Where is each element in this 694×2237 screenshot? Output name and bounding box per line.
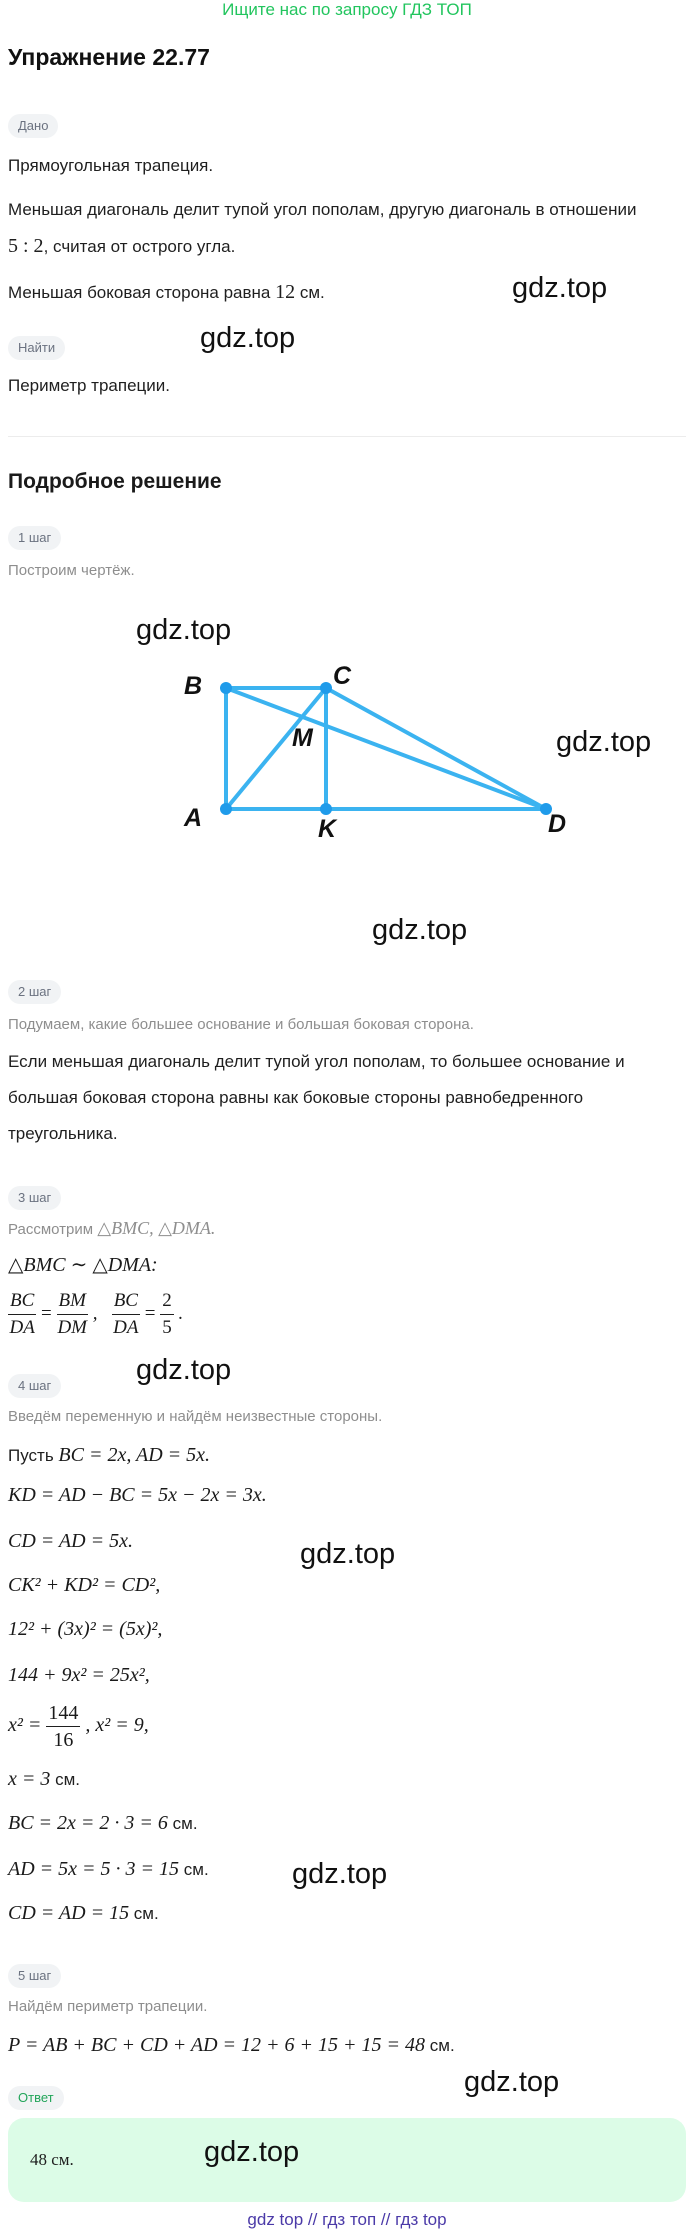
given-badge: Дано (8, 114, 58, 138)
unit-cm: см. (50, 1770, 81, 1789)
solution-title: Подробное решение (8, 470, 222, 493)
label-m: M (292, 724, 313, 752)
step4-line-10 (8, 1852, 209, 1888)
watermark: gdz.top (556, 726, 652, 758)
unit-cm: см. (425, 2036, 455, 2055)
unit-cm: см. (167, 1814, 198, 1833)
step1-badge: 1 шаг (8, 526, 61, 550)
given-line-2: Меньшая диагональ делит тупой угол пополам, другую диагональ в отношении (8, 200, 637, 219)
find-badge: Найти (8, 336, 65, 360)
frac-4-num: 2 (160, 1288, 174, 1315)
trapezoid-diagram (150, 650, 590, 850)
given-line-3-tail: , считая от острого угла. (43, 237, 236, 256)
step3-hint-text: Рассмотрим (8, 1221, 94, 1238)
step4-badge: 4 шаг (8, 1374, 61, 1398)
step5-hint: Найдём периметр трапеции. (8, 1998, 208, 2015)
step1-hint: Построим чертёж. (8, 562, 135, 579)
point-b (220, 682, 232, 694)
label-a: A (184, 804, 203, 832)
watermark: gdz.top (292, 1858, 388, 1890)
unit-cm: см. (179, 1860, 209, 1879)
step2-line-3: треугольника. (8, 1124, 118, 1143)
step4-line-11 (8, 1896, 159, 1932)
given-line-4-head: Меньшая боковая сторона равна (8, 283, 276, 302)
side-cd (326, 688, 546, 809)
given-line-4 (8, 274, 325, 311)
step4-line-8 (8, 1762, 80, 1798)
x-value: x = 3 (8, 1768, 51, 1790)
page-title: Упражнение 22.77 (8, 44, 210, 70)
label-c: C (333, 662, 352, 690)
side-length: 12 (275, 281, 296, 303)
frac-3-den: DA (113, 1317, 139, 1338)
frac-2-den: DM (57, 1317, 87, 1338)
watermark: gdz.top (300, 1538, 396, 1570)
given-line-1: Прямоугольная трапеция. (8, 156, 214, 175)
perimeter-formula (8, 2028, 455, 2064)
frac-144: 144 (46, 1700, 80, 1727)
answer-box (8, 2118, 686, 2202)
frac-3-num: BC (112, 1288, 140, 1315)
cd-value: CD = AD = 15 (8, 1902, 130, 1924)
search-banner[interactable]: Ищите нас по запросу ГДЗ ТОП (222, 0, 472, 19)
let-word: Пусть (8, 1446, 59, 1465)
watermark: gdz.top (204, 2136, 300, 2168)
given-line-4-tail: см. (295, 283, 325, 302)
ratio: 5 : 2 (8, 235, 44, 257)
let-expression: BC = 2x, AD = 5x. (58, 1444, 211, 1466)
label-b: B (184, 672, 203, 700)
step2-line-1: Если меньшая диагональ делит тупой угол пополам, то большее основание и (8, 1052, 625, 1071)
footer-links[interactable]: gdz top // гдз топ // гдз top (247, 2210, 447, 2229)
step4-line-5: 12² + (3x)² = (5x)², (8, 1618, 163, 1640)
frac-4-den: 5 (162, 1317, 172, 1338)
step4-hint: Введём переменную и найдём неизвестные стороны. (8, 1408, 383, 1425)
step3-badge: 3 шаг (8, 1186, 61, 1210)
watermark: gdz.top (512, 272, 608, 304)
answer-badge: Ответ (8, 2086, 64, 2110)
frac-1-den: DA (9, 1317, 35, 1338)
label-d: D (548, 810, 567, 838)
perimeter-expression: P = AB + BC + CD + AD = 12 + 6 + 15 + 15 = 48 (8, 2034, 426, 2056)
step3-hint-math: △BMC, △DMA. (97, 1218, 216, 1238)
similarity: △BMC ∼ △DMA: (8, 1254, 158, 1276)
find-line: Периметр трапеции. (8, 376, 170, 395)
divider (8, 436, 686, 437)
step4-line-1 (8, 1438, 210, 1474)
watermark: gdz.top (464, 2066, 560, 2098)
step4-line-2: KD = AD − BC = 5x − 2x = 3x. (8, 1484, 267, 1506)
step2-badge: 2 шаг (8, 980, 61, 1004)
label-k: K (318, 815, 337, 843)
ad-value: AD = 5x = 5 · 3 = 15 (8, 1858, 180, 1880)
bc-value: BC = 2x = 2 · 3 = 6 (8, 1812, 168, 1834)
step4-line-3: CD = AD = 5x. (8, 1530, 133, 1552)
step2-hint: Подумаем, какие большее основание и большая боковая сторона. (8, 1016, 474, 1033)
watermark: gdz.top (372, 914, 468, 946)
step4-line-9 (8, 1806, 198, 1842)
step4-line-4: CK² + KD² = CD², (8, 1574, 161, 1596)
point-a (220, 803, 232, 815)
answer-value: 48 см. (30, 2150, 74, 2169)
frac-1-num: BC (8, 1288, 36, 1315)
point-c (320, 682, 332, 694)
watermark: gdz.top (136, 1354, 232, 1386)
unit-cm: см. (129, 1904, 159, 1923)
step4-line-6: 144 + 9x² = 25x², (8, 1664, 150, 1686)
frac-2-num: BM (57, 1288, 88, 1315)
point-k (320, 803, 332, 815)
watermark: gdz.top (136, 614, 232, 646)
x-squared-result: , x² = 9, (85, 1714, 149, 1737)
frac-16: 16 (53, 1729, 74, 1751)
watermark: gdz.top (200, 322, 296, 354)
step4-line-7 (8, 1700, 149, 1753)
step3-hint (8, 1218, 215, 1239)
step5-badge: 5 шаг (8, 1964, 61, 1988)
ratio-equation: $\frac{BC}{DA}$ = $\frac{BM}{DM}$ , $\frac{BC}{DA}$ = $\frac{2}{5}$ . (8, 1288, 183, 1341)
given-line-3 (8, 228, 235, 265)
x-squared-label: x² = (8, 1714, 42, 1737)
step2-line-2: большая боковая сторона равны как боковые стороны равнобедренного (8, 1088, 584, 1107)
